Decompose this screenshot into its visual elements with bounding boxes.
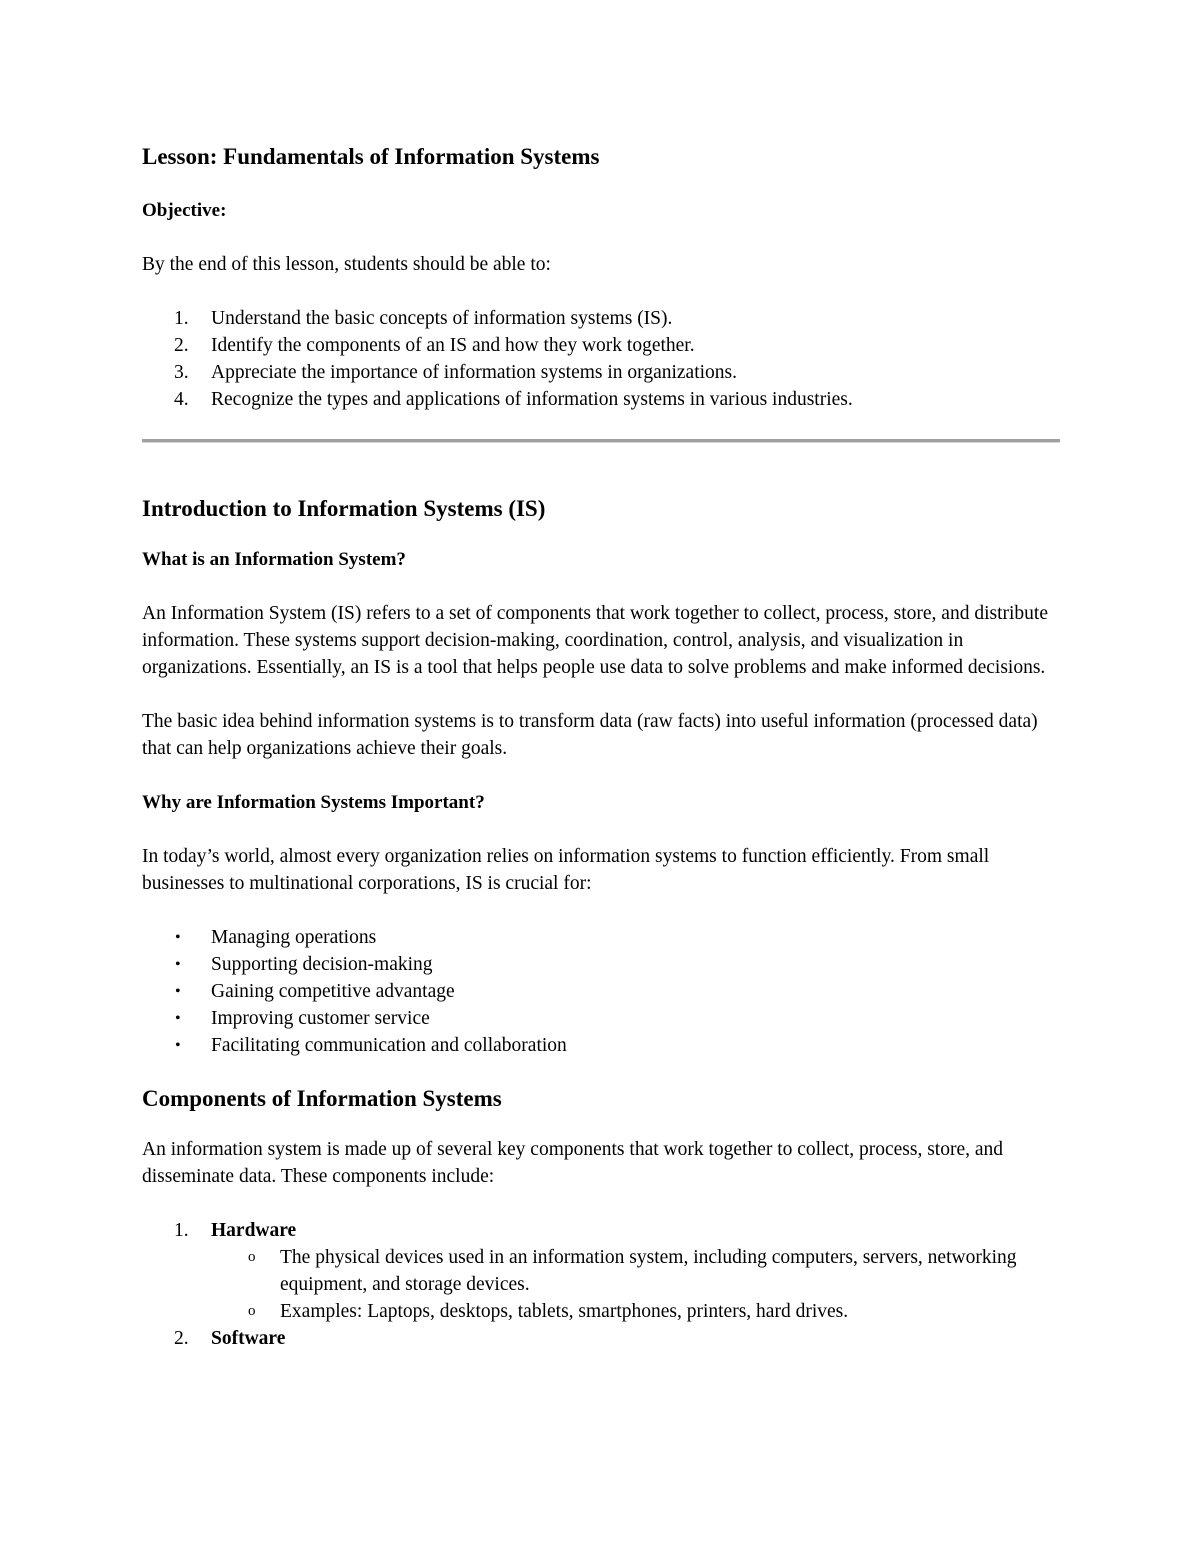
objective-list (142, 305, 1060, 413)
what-is-paragraph-1: An Information System (IS) refers to a set of components that work together to collect, process, store, and distribute information. These systems support decision-making, coordination, control, analysis, and visualization in organizations. Essentially, an IS is a tool that helps people use data to solve problems and make informed decisions. (142, 603, 1048, 678)
list-number: 3. (174, 362, 189, 383)
why-important-list (142, 924, 1060, 1059)
components-section-heading: Components of Information Systems (142, 1086, 502, 1111)
sub-list-item (211, 1298, 1060, 1325)
document-page (142, 140, 1060, 1352)
lesson-title: Lesson: Fundamentals of Information Systems (142, 144, 600, 169)
list-item-text: Appreciate the importance of information systems in organizations. (211, 362, 737, 383)
bullet-icon: • (175, 929, 181, 946)
intro-section-heading: Introduction to Information Systems (IS) (142, 496, 546, 521)
list-item (142, 359, 1060, 386)
bullet-icon: • (175, 1010, 181, 1027)
bullet-icon: • (175, 983, 181, 1000)
components-list-continued (142, 1325, 1060, 1352)
list-item (142, 978, 1060, 1005)
why-important-paragraph: In today’s world, almost every organization relies on information systems to function efficiently. From small businesses to multinational corporations, IS is crucial for: (142, 846, 990, 894)
sub-list-item-text: The physical devices used in an information system, including computers, servers, networking equipment, and storage devices. (280, 1247, 1017, 1295)
circle-bullet-icon: o (248, 1249, 256, 1265)
sub-list-item-text: Examples: Laptops, desktops, tablets, smartphones, printers, hard drives. (280, 1301, 849, 1322)
list-item (142, 1217, 1060, 1244)
components-list (142, 1217, 1060, 1244)
objective-intro: By the end of this lesson, students should be able to: (142, 254, 551, 275)
software-label: Software (211, 1328, 286, 1349)
bullet-icon: • (175, 1037, 181, 1054)
list-number: 2. (174, 1328, 189, 1349)
list-item-text: Managing operations (211, 927, 377, 948)
list-item-text: Understand the basic concepts of information systems (IS). (211, 308, 673, 329)
list-item (142, 332, 1060, 359)
hardware-sublist (142, 1244, 1060, 1325)
list-item (142, 924, 1060, 951)
components-intro: An information system is made up of several key components that work together to collect, process, store, and disseminate data. These components include: (142, 1139, 1004, 1187)
list-item (142, 1325, 1060, 1352)
list-item-text: Identify the components of an IS and how they work together. (211, 335, 695, 356)
objective-heading: Objective: (142, 200, 227, 221)
what-is-heading: What is an Information System? (142, 549, 406, 570)
sub-list-item (211, 1244, 1060, 1298)
list-item (142, 1032, 1060, 1059)
hardware-label: Hardware (211, 1220, 297, 1241)
list-item (142, 1005, 1060, 1032)
list-number: 4. (174, 389, 189, 410)
bullet-icon: • (175, 956, 181, 973)
list-number: 1. (174, 308, 189, 329)
list-item-text: Supporting decision-making (211, 954, 433, 975)
circle-bullet-icon: o (248, 1303, 256, 1319)
list-item-text: Recognize the types and applications of information systems in various industries. (211, 389, 853, 410)
list-number: 1. (174, 1220, 189, 1241)
list-number: 2. (174, 335, 189, 356)
list-item (142, 386, 1060, 413)
list-item-text: Gaining competitive advantage (211, 981, 455, 1002)
list-item (142, 951, 1060, 978)
list-item-text: Improving customer service (211, 1008, 430, 1029)
why-important-heading: Why are Information Systems Important? (142, 792, 485, 813)
list-item-text: Facilitating communication and collaboration (211, 1035, 567, 1056)
list-item (142, 305, 1060, 332)
what-is-paragraph-2: The basic idea behind information systems is to transform data (raw facts) into useful information (processed data) that can help organizations achieve their goals. (142, 711, 1038, 759)
